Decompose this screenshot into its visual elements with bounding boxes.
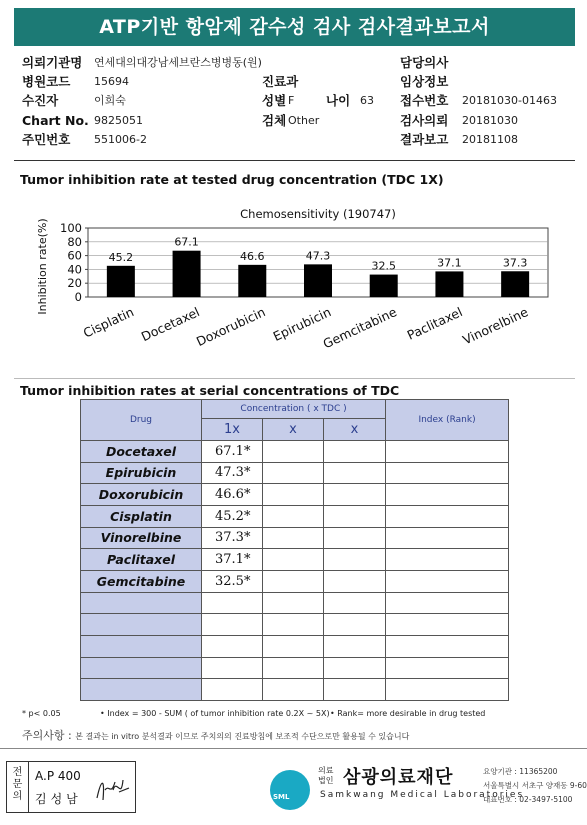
hospital-code-value: 15694 bbox=[94, 75, 129, 88]
sex-label: 성별 bbox=[262, 93, 287, 108]
hospital-code-label: 병원코드 bbox=[22, 74, 71, 89]
divider bbox=[14, 378, 575, 379]
x-tick-label: Cisplatin bbox=[80, 304, 137, 341]
y-tick-label: 40 bbox=[67, 262, 82, 277]
request-date-value: 20181030 bbox=[462, 114, 518, 127]
org-address: 서울특별시 서초구 양재동 9-60 bbox=[483, 781, 587, 790]
y-tick-label: 100 bbox=[60, 221, 82, 235]
receipt-no-label: 접수번호 bbox=[400, 93, 449, 108]
table-row bbox=[81, 462, 509, 484]
x-tick-label: Doxorubicin bbox=[193, 304, 268, 350]
value-1x: 45.2* bbox=[202, 505, 263, 527]
request-date-label: 검사의뢰 bbox=[400, 113, 449, 128]
age-value: 63 bbox=[360, 94, 374, 107]
table-row-empty bbox=[81, 635, 509, 657]
drug-header: Drug bbox=[81, 400, 202, 441]
doctor-label: 담당의사 bbox=[400, 55, 449, 70]
y-tick-label: 80 bbox=[67, 234, 82, 249]
org-english-name: Samkwang Medical Laboratories bbox=[320, 790, 525, 800]
clinical-info-label: 임상정보 bbox=[400, 74, 449, 89]
bar-value-label: 32.5 bbox=[371, 259, 396, 273]
institution-label: 의뢰기관명 bbox=[22, 55, 83, 70]
patient-label: 수진자 bbox=[22, 93, 59, 108]
table-row bbox=[81, 570, 509, 592]
bar-gemcitabine bbox=[370, 275, 398, 297]
value-1x: 46.6* bbox=[202, 484, 263, 506]
resident-no-value: 551006-2 bbox=[94, 133, 147, 146]
chart-no-value: 9825051 bbox=[94, 114, 143, 127]
x-tick-label: Vinorelbine bbox=[460, 304, 531, 348]
receipt-no-value: 20181030-01463 bbox=[462, 94, 557, 107]
drug-name: Epirubicin bbox=[81, 462, 202, 484]
index-header: Index (Rank) bbox=[386, 400, 509, 441]
signature-name: 김성남 bbox=[35, 792, 82, 806]
drug-name: Gemcitabine bbox=[81, 570, 202, 592]
org-name: 삼광의료재단 bbox=[343, 767, 454, 788]
value-1x: 37.1* bbox=[202, 549, 263, 571]
caution-label: 주의사항 : bbox=[22, 729, 72, 742]
y-axis-label: Inhibition rate(%) bbox=[36, 218, 49, 315]
bar-paclitaxel bbox=[435, 271, 463, 297]
table-row bbox=[81, 484, 509, 506]
value-1x: 47.3* bbox=[202, 462, 263, 484]
drug-name: Vinorelbine bbox=[81, 527, 202, 549]
institution-value: 연세대의대강남세브란스병병동(원) bbox=[94, 56, 262, 69]
bar-docetaxel bbox=[173, 251, 201, 297]
bar-value-label: 67.1 bbox=[174, 235, 199, 249]
table-row-empty bbox=[81, 592, 509, 614]
report-date-label: 결과보고 bbox=[400, 132, 449, 147]
signature-role-text: 전문의 bbox=[12, 767, 23, 802]
footer-divider bbox=[0, 748, 587, 749]
footnote-index: • Index = 300 - SUM ( of tumor inhibition rate 0.2X ~ 5X) bbox=[100, 709, 330, 718]
value-1x: 32.5* bbox=[202, 570, 263, 592]
y-tick-label: 0 bbox=[74, 290, 82, 304]
signature-code: A.P 400 bbox=[35, 769, 81, 783]
x-tick-label: Paclitaxel bbox=[404, 304, 465, 343]
report-date-value: 20181108 bbox=[462, 133, 518, 146]
concentration-header: Concentration ( x TDC ) bbox=[202, 400, 386, 419]
bar-value-label: 37.1 bbox=[437, 256, 462, 270]
org-logo-text: SML bbox=[273, 793, 290, 801]
caution-note bbox=[22, 727, 409, 743]
value-1x: 37.3* bbox=[202, 527, 263, 549]
bar-vinorelbine bbox=[501, 271, 529, 297]
table-row-empty bbox=[81, 614, 509, 636]
conc-col-2: x bbox=[263, 419, 324, 441]
results-table bbox=[80, 399, 509, 701]
drug-name: Doxorubicin bbox=[81, 484, 202, 506]
bar-value-label: 47.3 bbox=[305, 249, 331, 263]
table-row bbox=[81, 441, 509, 463]
patient-value: 이희숙 bbox=[94, 94, 126, 107]
conc-col-3: x bbox=[324, 419, 386, 441]
signature-role bbox=[7, 762, 29, 812]
chemosensitivity-chart bbox=[30, 200, 570, 375]
bar-value-label: 37.3 bbox=[502, 256, 528, 270]
bar-value-label: 46.6 bbox=[240, 249, 265, 263]
table-row bbox=[81, 549, 509, 571]
value-1x: 67.1* bbox=[202, 441, 263, 463]
section1-title: Tumor inhibition rate at tested drug concentration (TDC 1X) bbox=[20, 172, 444, 187]
table-row bbox=[81, 505, 509, 527]
handwritten-signature bbox=[93, 770, 133, 806]
bar-doxorubicin bbox=[238, 265, 266, 297]
org-legal-type: 의료 법인 bbox=[318, 766, 334, 785]
x-tick-label: Epirubicin bbox=[270, 304, 334, 344]
drug-name: Docetaxel bbox=[81, 441, 202, 463]
resident-no-label: 주민번호 bbox=[22, 132, 71, 147]
footnote-rank: • Rank= more desirable in drug tested bbox=[330, 709, 486, 718]
report-title: ATP기반 항암제 감수성 검사 검사결과보고서 bbox=[14, 8, 575, 46]
drug-name: Cisplatin bbox=[81, 505, 202, 527]
footnote-p: * p< 0.05 bbox=[22, 709, 61, 718]
chart-no-label: Chart No. bbox=[22, 113, 89, 128]
x-tick-label: Docetaxel bbox=[138, 304, 202, 345]
specimen-value: Other bbox=[288, 114, 320, 127]
bar-value-label: 45.2 bbox=[108, 250, 134, 264]
age-label: 나이 bbox=[326, 93, 351, 108]
table-row-empty bbox=[81, 679, 509, 701]
y-tick-label: 20 bbox=[67, 276, 82, 291]
drug-name: Paclitaxel bbox=[81, 549, 202, 571]
sex-value: F bbox=[288, 94, 295, 107]
bar-cisplatin bbox=[107, 266, 135, 297]
table-row bbox=[81, 527, 509, 549]
patient-info bbox=[22, 55, 577, 150]
divider bbox=[14, 160, 575, 161]
chart-title: Chemosensitivity (190747) bbox=[240, 207, 396, 221]
signature-box bbox=[6, 761, 136, 813]
conc-col-1x: 1x bbox=[202, 419, 263, 441]
y-tick-label: 60 bbox=[67, 248, 82, 263]
caution-text: 본 결과는 in vitro 분석결과 이므로 주치의의 진료방침에 보조적 수단으로만 활용될 수 있습니다 bbox=[75, 732, 410, 741]
org-phone: 대표번호 : 02-3497-5100 bbox=[483, 795, 573, 804]
x-tick-label: Gemcitabine bbox=[320, 304, 399, 352]
chart-svg bbox=[30, 200, 570, 375]
specimen-label: 검체 bbox=[262, 113, 287, 128]
table-row-empty bbox=[81, 657, 509, 679]
org-logo bbox=[270, 770, 310, 810]
bar-epirubicin bbox=[304, 264, 332, 297]
org-code: 요양기관 : 11365200 bbox=[483, 767, 558, 776]
section2-title: Tumor inhibition rates at serial concentrations of TDC bbox=[20, 383, 400, 398]
dept-label: 진료과 bbox=[262, 74, 299, 89]
